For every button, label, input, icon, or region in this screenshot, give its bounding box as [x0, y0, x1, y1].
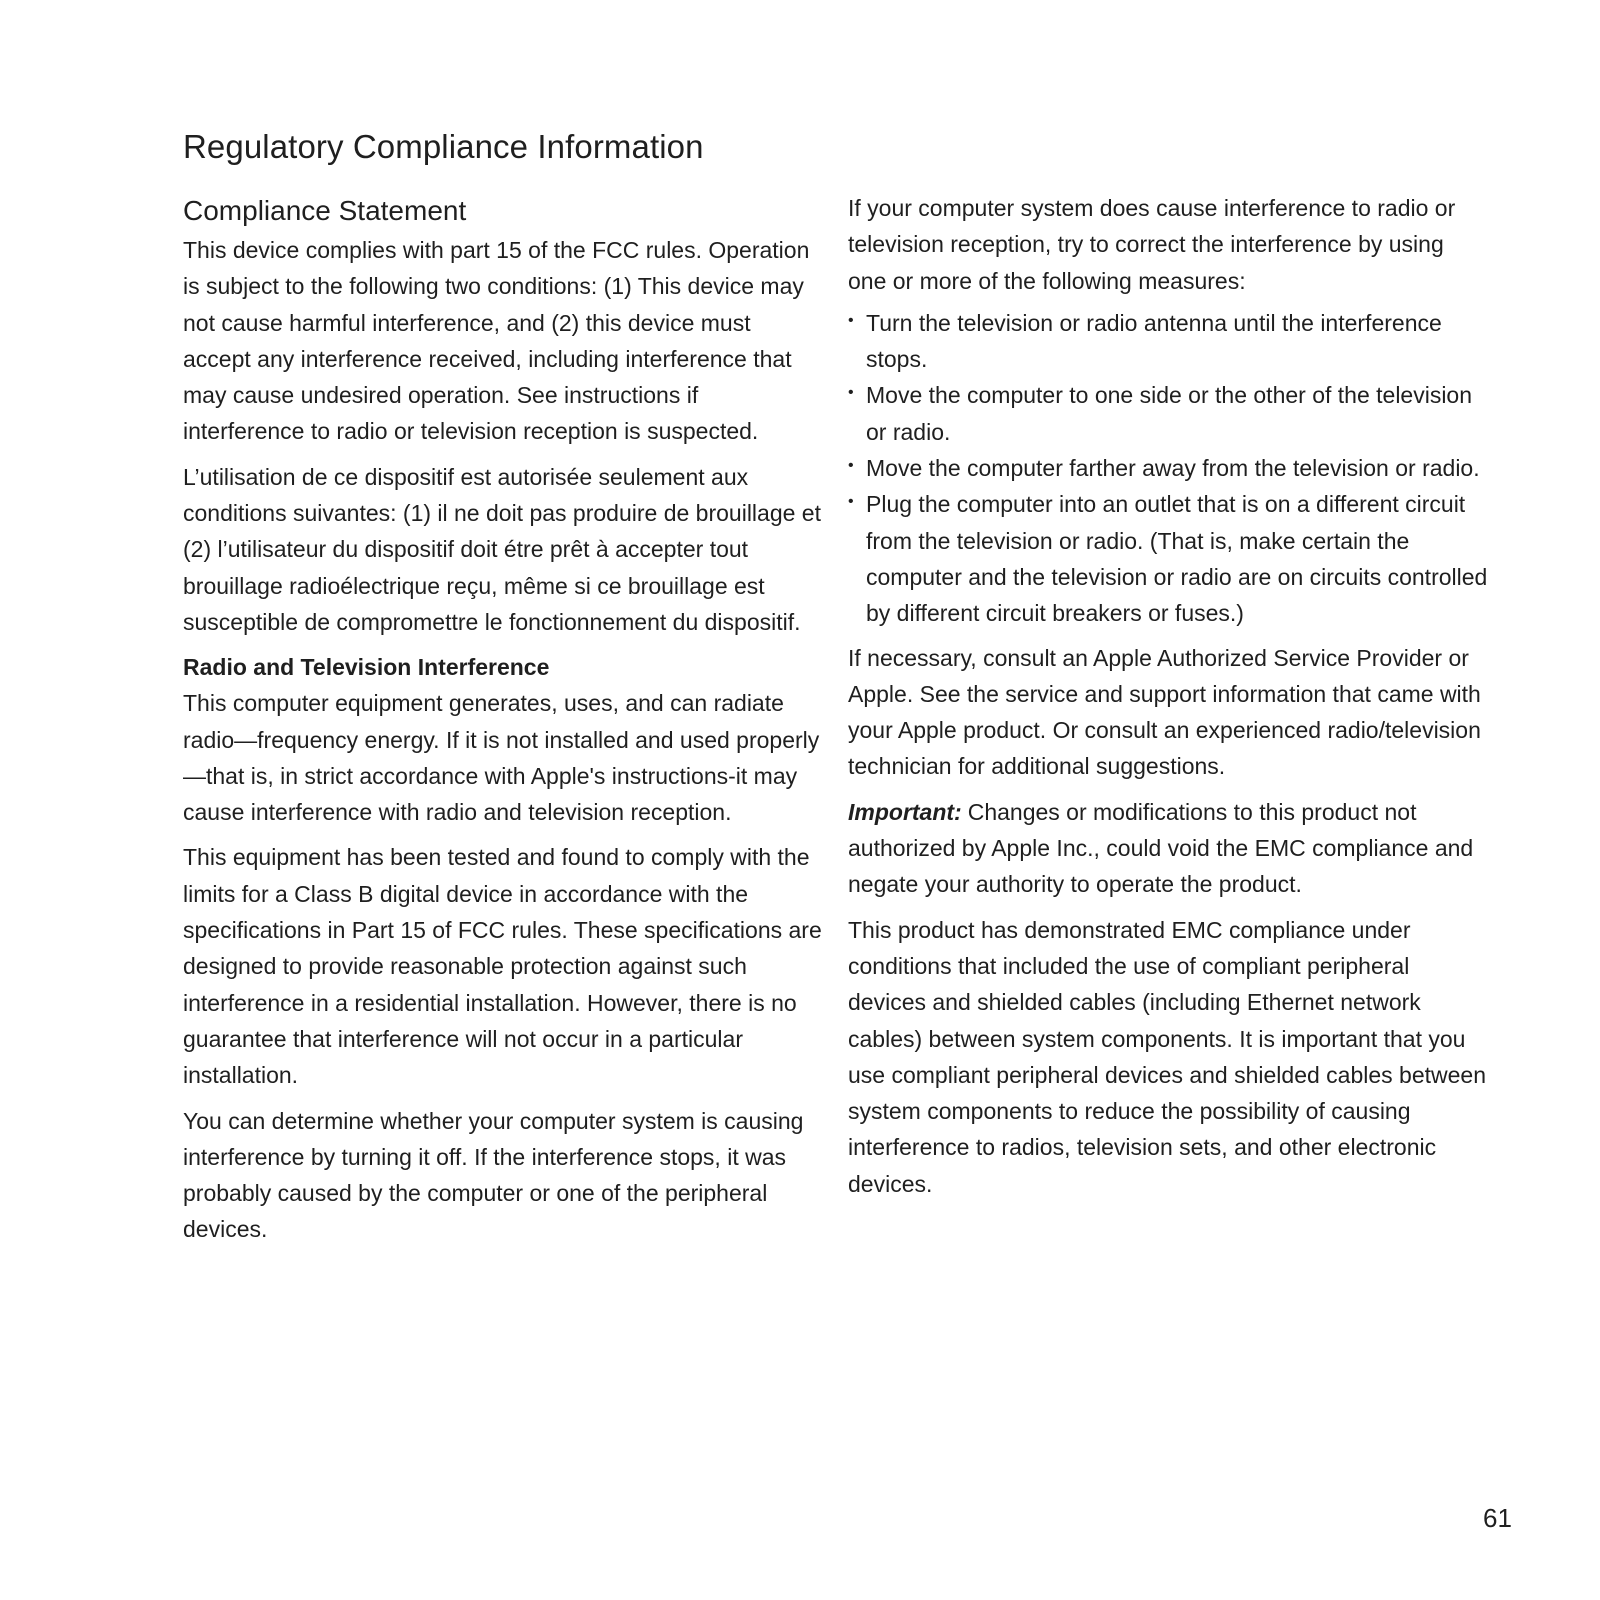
determine-interference-paragraph: You can determine whether your computer system is causing interference by turning it off. If the interference stops, it was probably caused by the computer or one of the peripheral devices.	[183, 1107, 804, 1243]
right-column	[848, 190, 1488, 1211]
consult-service-paragraph: If necessary, consult an Apple Authorized Service Provider or Apple. See the service and support information that came with your Apple product. Or consult an experienced radio/television technician for additional suggestions.	[848, 644, 1481, 780]
page-number: 61	[1483, 1503, 1512, 1533]
measures-list	[848, 305, 1488, 632]
correct-interference-paragraph: If your computer system does cause interference to radio or television reception, try to correct the interference by using one or more of the following measures:	[848, 195, 1456, 294]
compliance-statement-heading: Compliance Statement	[183, 195, 467, 226]
fcc-compliance-paragraph: This device complies with part 15 of the FCC rules. Operation is subject to the following two conditions: (1) This device may not cause harmful interference, and (2) this device must accept any interference received, including interference that may cause undesired operation. See instructions if interference to radio or television reception is suspected.	[183, 237, 810, 445]
page-title: Regulatory Compliance Information	[183, 128, 704, 165]
radio-tv-interference-heading: Radio and Television Interference	[183, 654, 550, 681]
list-item: • Move the computer farther away from the television or radio.	[848, 450, 1488, 486]
important-paragraph	[848, 794, 1488, 903]
list-item: • Move the computer to one side or the other of the television or radio.	[848, 377, 1488, 450]
french-compliance-paragraph: L’utilisation de ce dispositif est autorisée seulement aux conditions suivantes: (1) il ne doit pas produire de brouillage et (2) l’utilisateur du dispositif doit étre prêt à accepter tout brouillage radioélectrique reçu, même si ce brouillage est susceptible de compromettre le fonctionnement du dispositif.	[183, 463, 821, 635]
left-column	[183, 190, 823, 1257]
list-item: • Turn the television or radio antenna until the interference stops.	[848, 305, 1488, 378]
rf-energy-paragraph: This computer equipment generates, uses, and can radiate radio—frequency energy. If it is not installed and used properly—that is, in strict accordance with Apple's instructions-it may cause interference with radio and television reception.	[183, 690, 820, 826]
class-b-paragraph: This equipment has been tested and found to comply with the limits for a Class B digital device in accordance with the specifications in Part 15 of FCC rules. These specifications are designed to provide reasonable protection against such interference in a residential installation. However, there is no guarantee that interference will not occur in a particular installation.	[183, 844, 822, 1089]
important-label: Important:	[848, 798, 962, 825]
emc-compliance-paragraph: This product has demonstrated EMC compliance under conditions that included the use of compliant peripheral devices and shielded cables (including Ethernet network cables) between system components. It is important that you use compliant peripheral devices and shielded cables between system components to reduce the possibility of causing interference to radios, television sets, and other electronic devices.	[848, 916, 1487, 1197]
important-text: Changes or modifications to this product not authorized by Apple Inc., could void the EMC compliance and negate your authority to operate the product.	[848, 798, 1474, 898]
list-item: • Plug the computer into an outlet that is on a different circuit from the television or radio. (That is, make certain the computer and the television or radio are on circuits controlled by different circuit breakers or fuses.)	[848, 486, 1488, 631]
